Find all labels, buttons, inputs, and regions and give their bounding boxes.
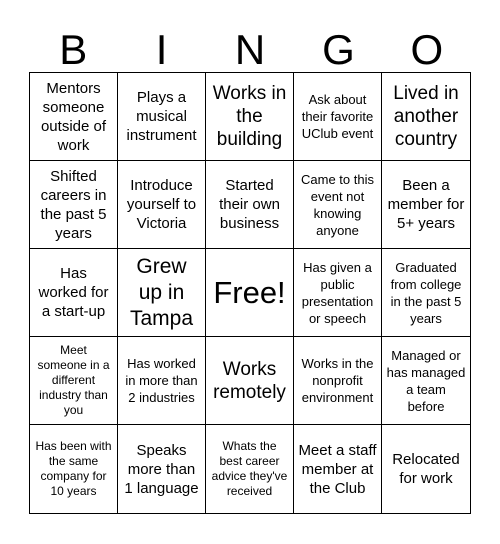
cell-text: Came to this event not knowing anyone xyxy=(301,171,374,238)
cell-text: Started their own business xyxy=(219,177,280,232)
cell-text: Been a member for 5+ years xyxy=(387,177,465,232)
bingo-cell[interactable] xyxy=(294,73,382,161)
cell-text: Has given a public presentation or speech xyxy=(301,259,374,326)
cell-text: Works in the building xyxy=(212,83,287,150)
bingo-cell[interactable] xyxy=(30,337,118,425)
cell-text: Mentors someone outside of work xyxy=(40,79,107,154)
bingo-cell[interactable] xyxy=(382,161,470,249)
bingo-cell[interactable] xyxy=(30,73,118,161)
cell-text: Has worked for a start-up xyxy=(38,265,109,320)
header-letter-n: N xyxy=(234,26,266,73)
cell-text: Has been with the same company for 10 years xyxy=(35,439,112,498)
header-letter-b: B xyxy=(59,26,88,73)
cell-text: Works remotely xyxy=(213,358,286,403)
cell-text: Lived in another country xyxy=(393,83,459,150)
cell-text: Plays a musical instrument xyxy=(126,89,197,144)
bingo-cell[interactable] xyxy=(206,161,294,249)
bingo-cell[interactable] xyxy=(382,425,470,513)
free-space-text: Free! xyxy=(213,274,286,310)
bingo-board xyxy=(29,72,471,514)
cell-text: Works in the nonprofit environment xyxy=(301,356,374,405)
header-letter-i: I xyxy=(155,26,168,73)
bingo-cell[interactable] xyxy=(294,337,382,425)
bingo-header xyxy=(29,28,471,72)
cell-text: Whats the best career advice they've received xyxy=(211,439,288,498)
cell-text: Introduce yourself to Victoria xyxy=(126,177,197,232)
header-letter-g: G xyxy=(322,26,355,73)
bingo-cell[interactable] xyxy=(382,249,470,337)
bingo-cell[interactable] xyxy=(30,249,118,337)
cell-text: Meet someone in a different industry than you xyxy=(37,343,110,417)
cell-text: Managed or has managed a team before xyxy=(386,347,466,414)
bingo-cell[interactable] xyxy=(118,337,206,425)
bingo-cell[interactable] xyxy=(30,161,118,249)
bingo-cell[interactable] xyxy=(206,337,294,425)
cell-text: Meet a staff member at the Club xyxy=(298,441,377,497)
cell-text: Grew up in Tampa xyxy=(129,254,194,330)
bingo-cell[interactable] xyxy=(294,161,382,249)
cell-text: Has worked in more than 2 industries xyxy=(125,356,198,405)
cell-text: Relocated for work xyxy=(392,451,460,487)
bingo-cell[interactable] xyxy=(294,425,382,513)
cell-text: Graduated from college in the past 5 years xyxy=(390,259,462,326)
bingo-cell[interactable] xyxy=(118,73,206,161)
bingo-cell[interactable] xyxy=(294,249,382,337)
bingo-cell[interactable] xyxy=(118,425,206,513)
free-space-cell[interactable] xyxy=(206,249,294,337)
cell-text: Speaks more than 1 language xyxy=(124,441,199,497)
bingo-cell[interactable] xyxy=(206,425,294,513)
bingo-cell[interactable] xyxy=(30,425,118,513)
bingo-cell[interactable] xyxy=(382,337,470,425)
cell-text: Ask about their favorite UClub event xyxy=(301,92,374,141)
bingo-cell[interactable] xyxy=(382,73,470,161)
bingo-cell[interactable] xyxy=(206,73,294,161)
header-letter-o: O xyxy=(410,26,444,73)
bingo-cell[interactable] xyxy=(118,161,206,249)
cell-text: Shifted careers in the past 5 years xyxy=(40,167,107,242)
bingo-cell[interactable] xyxy=(118,249,206,337)
